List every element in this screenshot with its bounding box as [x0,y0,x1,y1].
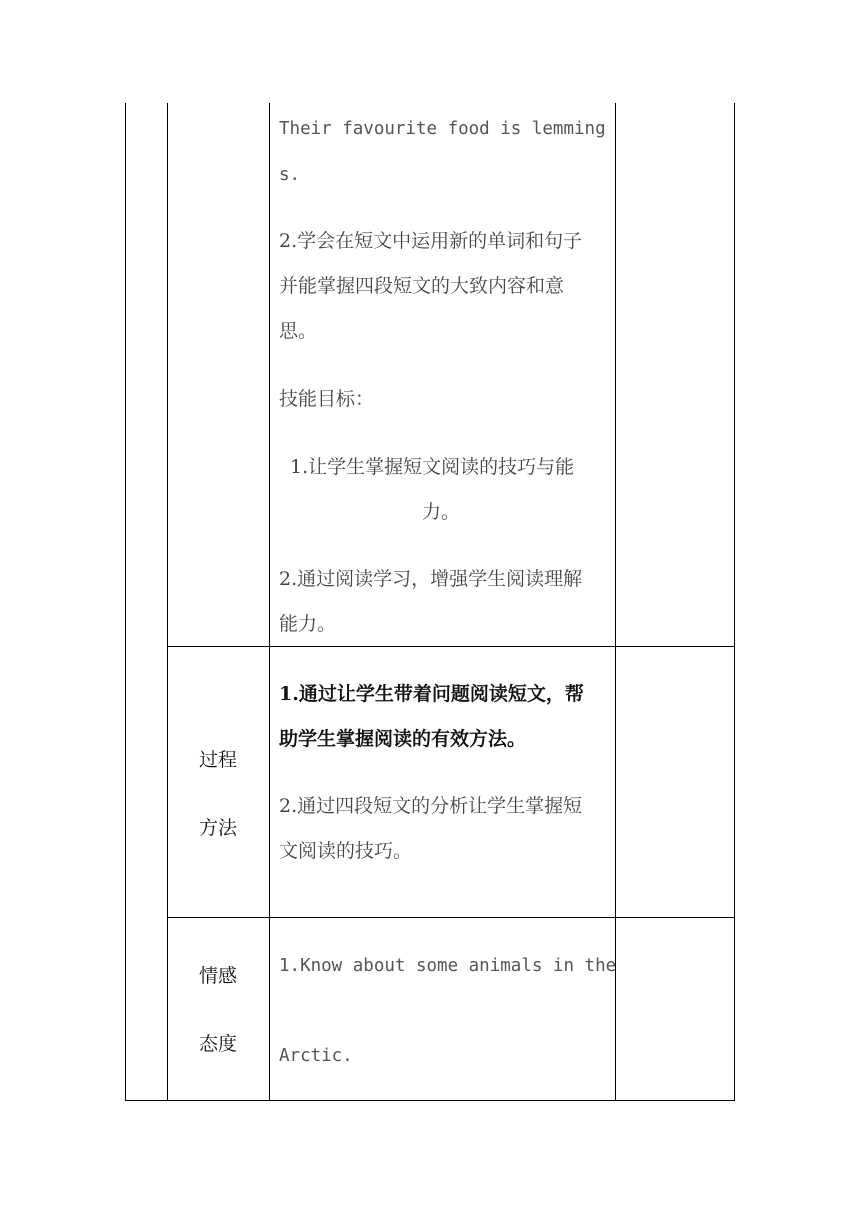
objectives-line: 2.通过阅读学习，增强学生阅读理解 [279,568,583,590]
table-col-divider-2 [269,103,270,1100]
process-line: 助学生掌握阅读的有效方法。 [279,728,527,750]
table-border-left [125,103,126,1100]
process-line: 文阅读的技巧。 [279,840,413,862]
process-label-line2: 方法 [199,817,238,839]
objectives-line: 2.学会在短文中运用新的单词和句子 [279,230,583,252]
row-divider-2 [167,917,735,918]
objectives-line: 1.让学生掌握短文阅读的技巧与能 [290,456,575,478]
process-line: 2.通过四段短文的分析让学生掌握短 [279,795,583,817]
objectives-line: 并能掌握四段短文的大致内容和意 [279,275,565,297]
objectives-line: 能力。 [279,613,337,635]
objectives-line: 力。 [422,501,461,523]
table-col-divider-3 [615,103,616,1100]
objectives-line: s. [279,165,301,185]
table-col-divider-1 [167,103,168,1100]
row-divider-1 [167,646,735,647]
emotion-line: Arctic. [279,1046,353,1066]
objectives-line: 思。 [279,320,318,342]
emotion-line: 1.Know about some animals in the [279,956,617,976]
objectives-line: Their favourite food is lemming [279,119,606,139]
table-border-right [734,103,735,1100]
skill-goal-heading: 技能目标： [279,388,375,410]
process-label-line1: 过程 [199,749,238,771]
emotion-label-line2: 态度 [199,1033,238,1055]
table-border-bottom [125,1100,735,1101]
process-line: 1.通过让学生带着问题阅读短文，帮 [279,683,584,705]
emotion-label-line1: 情感 [199,965,238,987]
